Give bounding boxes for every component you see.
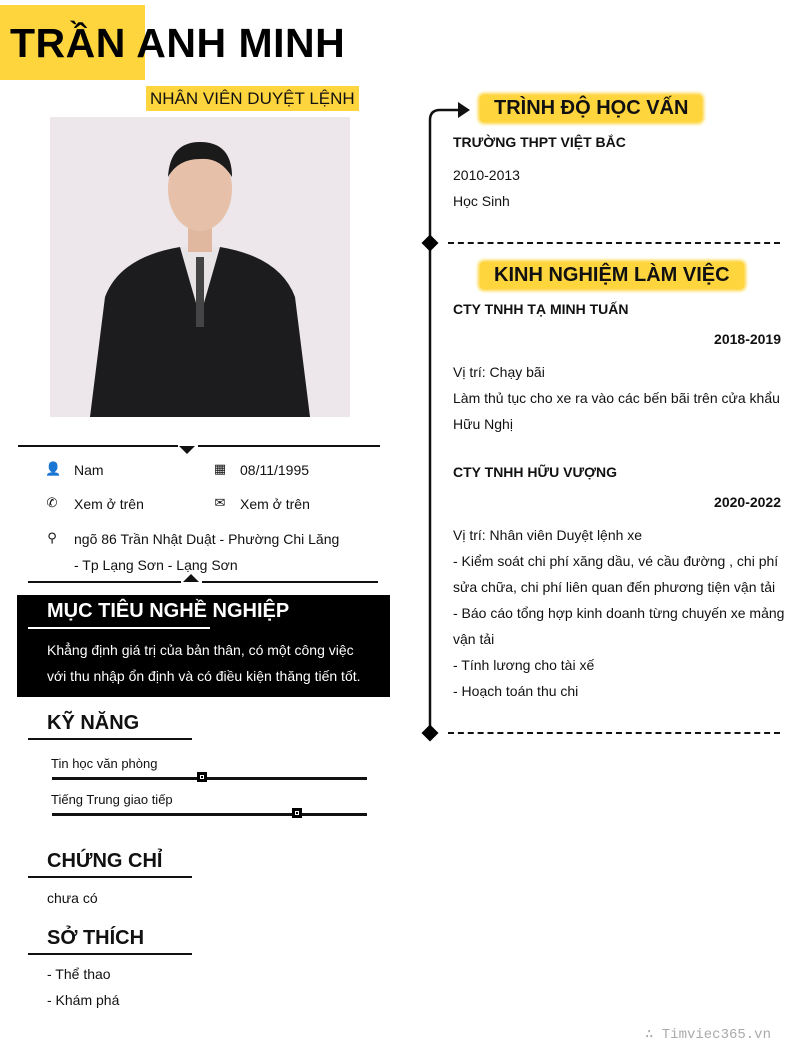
company-name: CTY TNHH TẠ MINH TUẤN xyxy=(453,301,629,317)
job-line: sửa chữa, chi phí liên quan đến phương tiện vận tải xyxy=(453,579,776,595)
title-underline xyxy=(28,953,192,955)
skill-name: Tin học văn phòng xyxy=(51,756,158,771)
job-line: - Kiểm soát chi phí xăng dầu, vé cầu đường , chi phí xyxy=(453,553,779,569)
certs-title: CHỨNG CHỈ xyxy=(47,850,163,872)
birthday: 08/11/1995 xyxy=(240,462,310,478)
job-line: Hữu Nghị xyxy=(453,416,513,432)
watermark: ∴ Timviec365.vn xyxy=(644,1027,771,1043)
skills-title: KỸ NĂNG xyxy=(47,712,140,734)
divider xyxy=(28,581,181,583)
job-line: Vị trí: Nhân viên Duyệt lệnh xe xyxy=(453,527,643,543)
address-line2: - Tp Lạng Sơn - Lạng Sơn xyxy=(74,557,238,573)
dashed-divider xyxy=(448,242,780,244)
divider xyxy=(198,445,380,447)
skill-bar xyxy=(52,777,367,780)
location-icon: ⚲ xyxy=(47,530,57,545)
hobby-item: - Khám phá xyxy=(47,992,120,1008)
experience-title: KINH NGHIỆM LÀM VIỆC xyxy=(480,262,744,289)
user-icon: 👤 xyxy=(45,461,62,476)
divider xyxy=(202,581,378,583)
phone-icon: ✆ xyxy=(46,495,58,510)
skill-level-marker xyxy=(197,772,207,782)
profile-photo xyxy=(50,117,350,417)
divider xyxy=(18,445,178,447)
job-line: - Báo cáo tổng hợp kinh doanh từng chuyến xe mảng xyxy=(453,605,785,621)
certs-text: chưa có xyxy=(47,890,98,906)
job-years: 2018-2019 xyxy=(714,331,781,347)
address-line1: ngõ 86 Trần Nhật Duật - Phường Chi Lăng xyxy=(74,531,340,547)
career-goal-section xyxy=(17,595,390,697)
gender: Nam xyxy=(74,462,104,478)
title-underline xyxy=(28,876,192,878)
calendar-icon: ▦ xyxy=(213,461,227,476)
hobbies-title: SỞ THÍCH xyxy=(47,927,145,949)
job-line: - Hoạch toán thu chi xyxy=(453,683,579,699)
skill-level-marker xyxy=(292,808,302,818)
job-years: 2020-2022 xyxy=(714,494,781,510)
company-name: CTY TNHH HỮU VƯỢNG xyxy=(453,464,618,480)
hobby-item: - Thể thao xyxy=(47,966,111,982)
goal-text: Khẳng định giá trị của bản thân, có một công việc với thu nhập ổn định và có điều kiện thăng tiến tốt. xyxy=(47,642,361,684)
email: Xem ở trên xyxy=(240,496,310,512)
school-name: TRƯỜNG THPT VIỆT BẮC xyxy=(453,134,626,150)
phone: Xem ở trên xyxy=(74,496,144,512)
job-line: Làm thủ tục cho xe ra vào các bến bãi trên cửa khẩu xyxy=(453,390,780,406)
job-title: NHÂN VIÊN DUYỆT LỆNH xyxy=(146,86,359,111)
job-line: vận tải xyxy=(453,631,495,647)
email-icon: ✉ xyxy=(214,495,226,510)
education-years: 2010-2013 xyxy=(453,167,520,183)
section-title: MỤC TIÊU NGHỀ NGHIỆP xyxy=(47,600,290,622)
education-desc: Học Sinh xyxy=(453,193,510,209)
candidate-name: TRẦN ANH MINH xyxy=(10,20,346,66)
skill-bar xyxy=(52,813,367,816)
education-title: TRÌNH ĐỘ HỌC VẤN xyxy=(480,95,702,122)
skill-name: Tiếng Trung giao tiếp xyxy=(51,792,173,807)
divider-arrow xyxy=(179,446,195,454)
title-underline xyxy=(28,627,210,629)
divider-arrow xyxy=(183,574,199,582)
job-line: - Tính lương cho tài xế xyxy=(453,657,595,673)
job-line: Vị trí: Chạy bãi xyxy=(453,364,545,380)
dashed-divider xyxy=(448,732,780,734)
title-underline xyxy=(28,738,192,740)
